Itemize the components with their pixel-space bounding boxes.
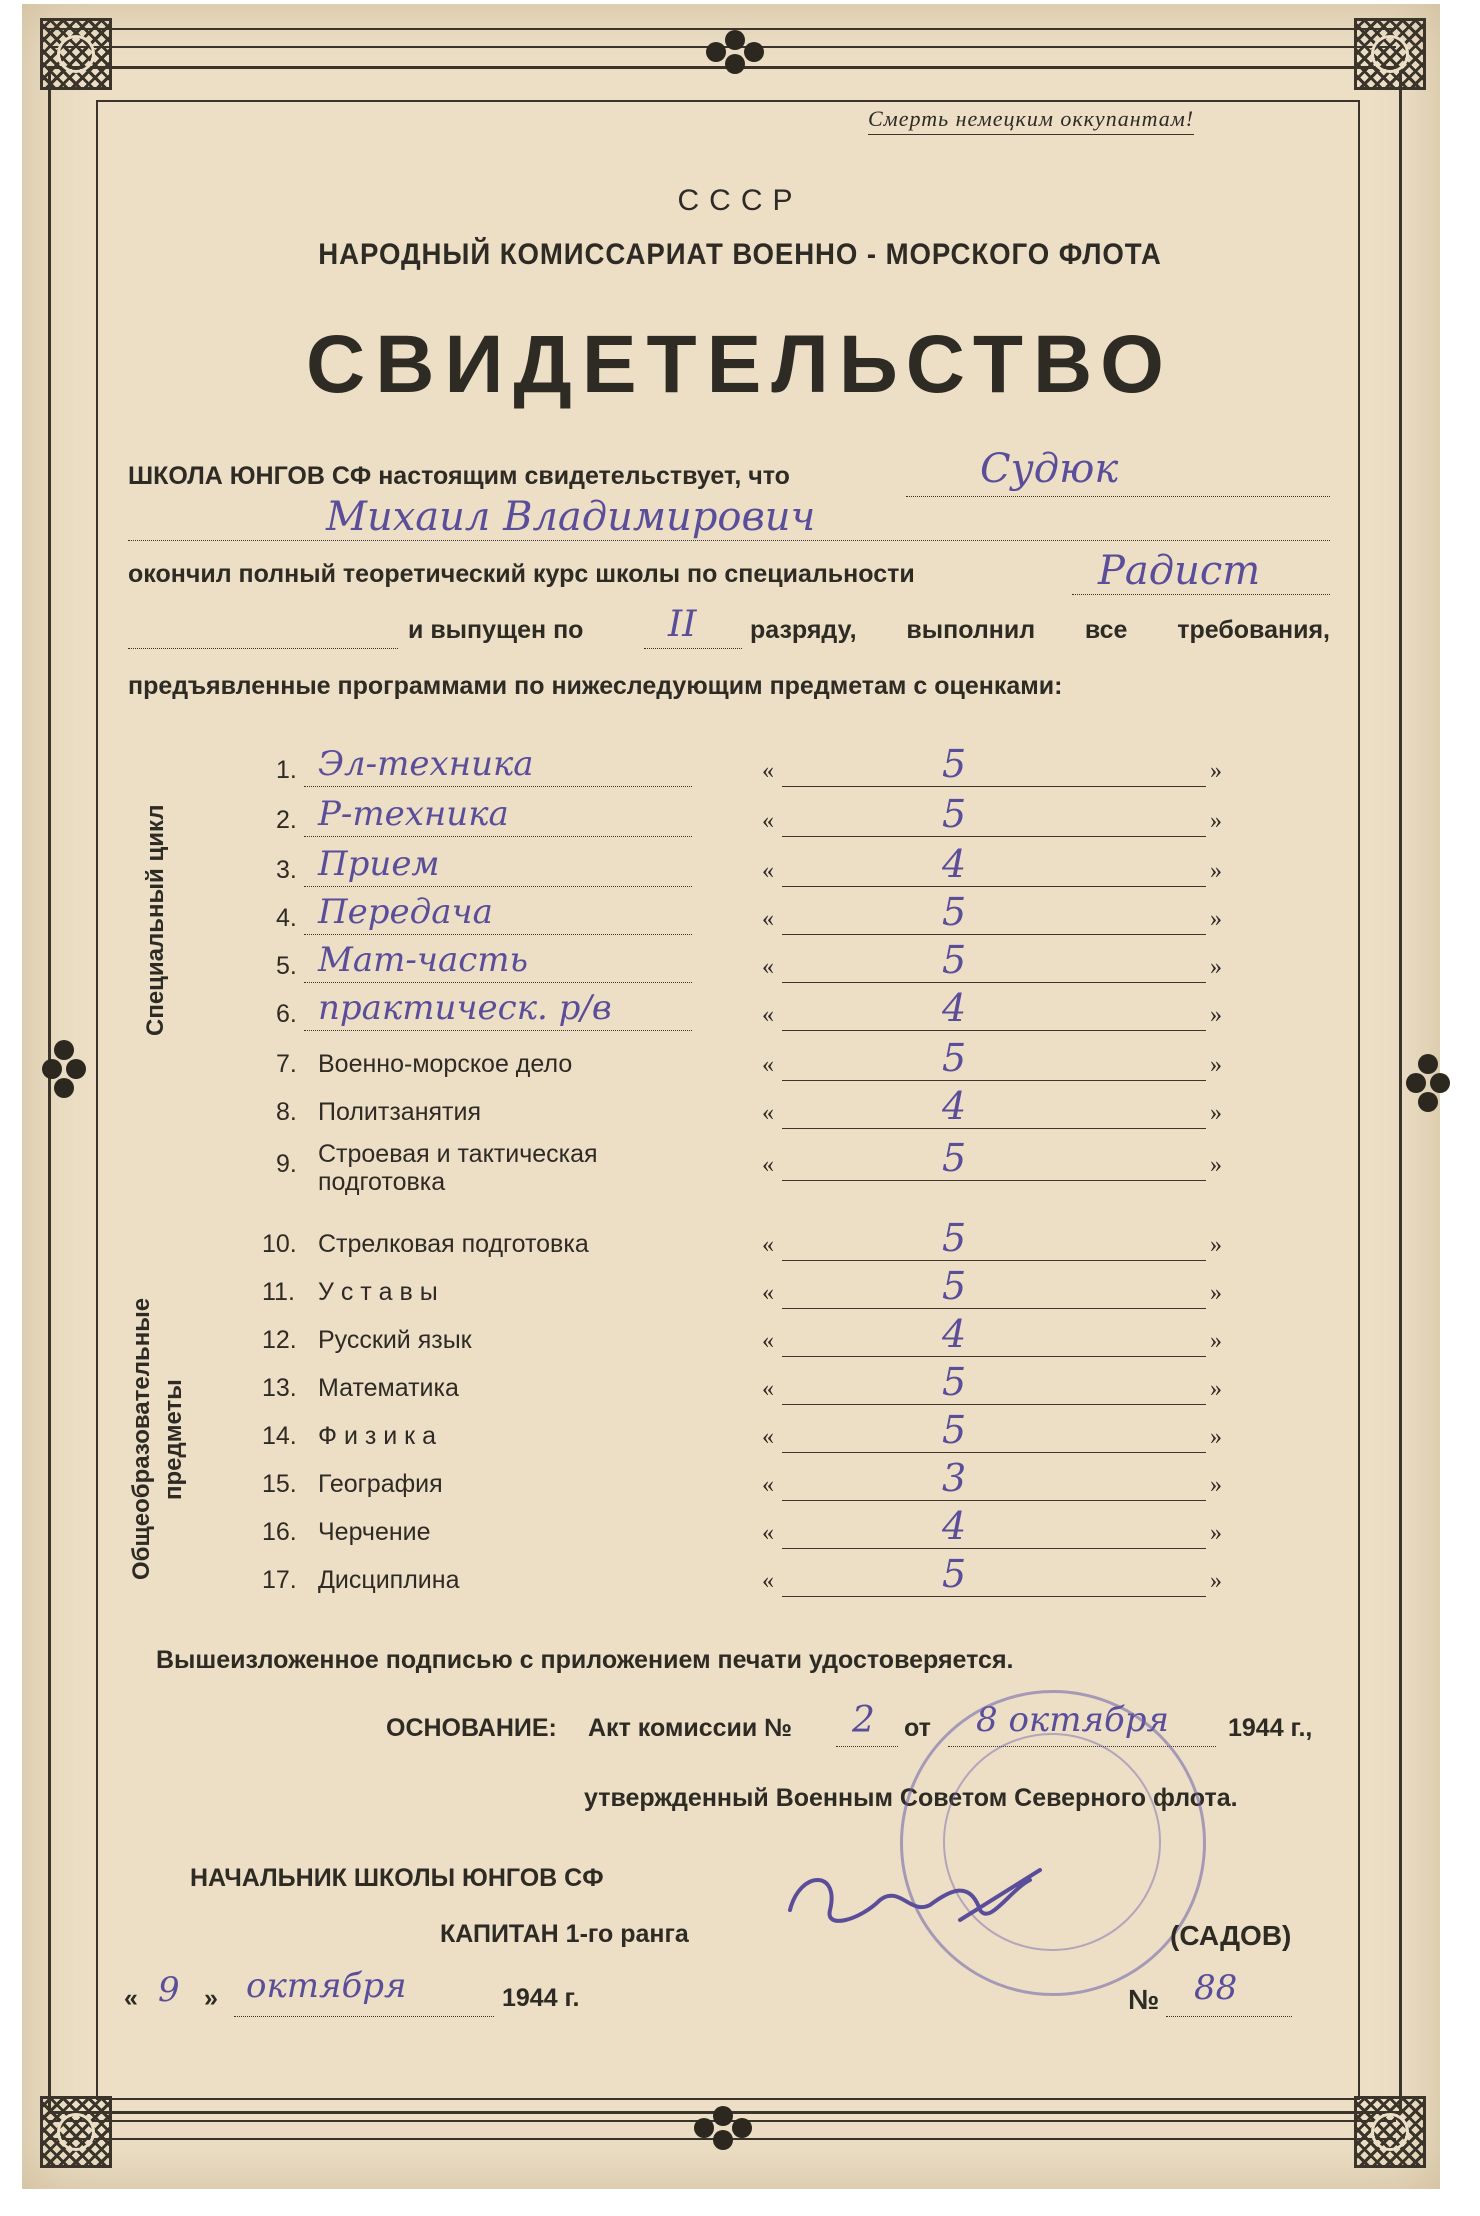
- subject-grade: 5: [942, 742, 967, 786]
- subject-name: Дисциплина: [318, 1566, 460, 1594]
- subject-number: 13.: [262, 1374, 297, 1402]
- subject-name-underline: [304, 886, 692, 887]
- date-day: 9: [158, 1970, 180, 2010]
- corner-ornament-top-right: [1354, 18, 1426, 90]
- subject-name: Р-техника: [318, 794, 509, 834]
- grade-open-quote: «: [762, 906, 774, 932]
- grade-open-quote: «: [762, 1152, 774, 1178]
- subject-name: У с т а в ы: [318, 1278, 438, 1306]
- date-month: октября: [246, 1966, 407, 2006]
- subject-name-underline: [304, 982, 692, 983]
- subject-name: Военно-морское дело: [318, 1050, 573, 1078]
- grade-open-quote: «: [762, 1002, 774, 1028]
- subject-number: 11.: [262, 1278, 295, 1306]
- grade-underline: [782, 1128, 1206, 1129]
- grade-close-quote: »: [1210, 1328, 1222, 1354]
- grade-open-quote: «: [762, 1424, 774, 1450]
- slogan: Смерть немецким оккупантам!: [868, 106, 1194, 135]
- date-year: 1944 г.: [502, 1984, 580, 2012]
- act-year: 1944 г.,: [1228, 1714, 1313, 1742]
- subject-number: 14.: [262, 1422, 297, 1450]
- section-label-special: Специальный цикл: [142, 804, 169, 1036]
- subject-number: 10.: [262, 1230, 297, 1258]
- grade-open-quote: «: [762, 758, 774, 784]
- specialty-underline: [1072, 594, 1330, 595]
- grade-close-quote: »: [1210, 954, 1222, 980]
- grade-underline: [782, 1404, 1206, 1405]
- basis-label: ОСНОВАНИЕ:: [386, 1714, 557, 1742]
- date-month-underline: [234, 2016, 494, 2017]
- subject-name-underline: [304, 934, 692, 935]
- ornament-right-middle: [1406, 1054, 1450, 1112]
- intro-line-4b: разряду, выполнил все требования,: [750, 616, 1330, 644]
- section-label-general-1: Общеобразовательные: [128, 1297, 155, 1580]
- subject-number: 8.: [276, 1098, 297, 1126]
- subject-grade: 4: [942, 1084, 967, 1128]
- document-title: СВИДЕТЕЛЬСТВО: [306, 319, 1174, 410]
- grade-close-quote: »: [1210, 1520, 1222, 1546]
- date-open-quote: «: [124, 1984, 138, 2012]
- grade-underline: [782, 1452, 1206, 1453]
- grade-underline: [782, 1356, 1206, 1357]
- subject-number: 2.: [276, 806, 297, 834]
- grade-open-quote: «: [762, 954, 774, 980]
- act-number: 2: [852, 1700, 875, 1741]
- certified-line: Вышеизложенное подписью с приложением печати удостоверяется.: [156, 1646, 1014, 1674]
- grade-close-quote: »: [1210, 858, 1222, 884]
- intro-line-1: ШКОЛА ЮНГОВ СФ настоящим свидетельствует, что: [128, 462, 790, 490]
- ornament-left-middle: [42, 1040, 86, 1098]
- corner-ornament-top-left: [40, 18, 112, 90]
- rank-class: II: [668, 604, 697, 645]
- subject-number: 15.: [262, 1470, 297, 1498]
- subject-grade: 4: [942, 1504, 967, 1548]
- subject-number: 3.: [276, 856, 297, 884]
- subject-number: 16.: [262, 1518, 297, 1546]
- grade-open-quote: «: [762, 808, 774, 834]
- blank-underline: [128, 648, 398, 649]
- grade-close-quote: »: [1210, 1472, 1222, 1498]
- commissariat-heading: НАРОДНЫЙ КОМИССАРИАТ ВОЕННО - МОРСКОГО ФЛОТА: [318, 238, 1162, 271]
- subject-name-underline: [304, 786, 692, 787]
- head-title: НАЧАЛЬНИК ШКОЛЫ ЮНГОВ СФ: [190, 1864, 604, 1892]
- grade-underline: [782, 1308, 1206, 1309]
- intro-line-5: предъявленные программами по нижеследующим предметам с оценками:: [128, 672, 1063, 700]
- grade-open-quote: «: [762, 1328, 774, 1354]
- subject-name: Строевая и тактическая: [318, 1140, 598, 1168]
- name-underline: [128, 540, 1330, 541]
- country-heading: СССР: [677, 184, 803, 217]
- subject-number: 7.: [276, 1050, 297, 1078]
- ornament-top-center: [706, 30, 764, 74]
- subject-name: Черчение: [318, 1518, 431, 1546]
- grade-open-quote: «: [762, 1100, 774, 1126]
- subject-grade: 4: [942, 986, 967, 1030]
- grade-open-quote: «: [762, 858, 774, 884]
- specialty: Радист: [1098, 548, 1261, 594]
- subject-number: 9.: [276, 1150, 297, 1178]
- subject-number: 5.: [276, 952, 297, 980]
- act-from: от: [904, 1714, 931, 1742]
- subject-grade: 5: [942, 792, 967, 836]
- grade-close-quote: »: [1210, 808, 1222, 834]
- grade-underline: [782, 1180, 1206, 1181]
- subject-number: 17.: [262, 1566, 297, 1594]
- subject-name: Прием: [318, 844, 440, 884]
- subject-name: География: [318, 1470, 443, 1498]
- subject-grade: 5: [942, 1264, 967, 1308]
- intro-line-3: окончил полный теоретический курс школы по специальности: [128, 560, 915, 588]
- grade-close-quote: »: [1210, 1152, 1222, 1178]
- grade-underline: [782, 1500, 1206, 1501]
- subject-name: Политзанятия: [318, 1098, 481, 1126]
- subject-grade: 4: [942, 1312, 967, 1356]
- grade-close-quote: »: [1210, 1002, 1222, 1028]
- subject-grade: 5: [942, 890, 967, 934]
- basis-text: Акт комиссии №: [588, 1714, 793, 1742]
- surname-underline: [906, 496, 1330, 497]
- subject-number: 1.: [276, 756, 297, 784]
- grade-underline: [782, 1030, 1206, 1031]
- subject-grade: 4: [942, 842, 967, 886]
- subject-name: Передача: [318, 892, 493, 932]
- subject-name-underline: [304, 1030, 692, 1031]
- holder-name: Михаил Владимирович: [326, 494, 816, 540]
- subject-name: Математика: [318, 1374, 459, 1402]
- subject-grade: 5: [942, 1136, 967, 1180]
- corner-ornament-bottom-right: [1354, 2096, 1426, 2168]
- subject-name-underline: [304, 836, 692, 837]
- grade-close-quote: »: [1210, 906, 1222, 932]
- official-stamp: [900, 1690, 1206, 1996]
- rank-underline: [644, 648, 742, 649]
- head-surname: (САДОВ): [1170, 1920, 1292, 1951]
- grade-underline: [782, 786, 1206, 787]
- grade-close-quote: »: [1210, 1424, 1222, 1450]
- subject-name-line-2: подготовка: [318, 1168, 446, 1196]
- subject-grade: 5: [942, 1360, 967, 1404]
- subject-number: 4.: [276, 904, 297, 932]
- grade-open-quote: «: [762, 1568, 774, 1594]
- act-number-underline: [836, 1746, 898, 1747]
- subject-number: 12.: [262, 1326, 297, 1354]
- doc-number-underline: [1166, 2016, 1292, 2017]
- doc-number-label: №: [1128, 1984, 1160, 2015]
- subject-grade: 3: [942, 1456, 967, 1500]
- approved-line: утвержденный Военным Советом Северного флота.: [584, 1784, 1238, 1812]
- grade-close-quote: »: [1210, 1280, 1222, 1306]
- subject-name: практическ. р/в: [318, 988, 612, 1028]
- grade-close-quote: »: [1210, 1568, 1222, 1594]
- subject-name: Русский язык: [318, 1326, 472, 1354]
- grade-close-quote: »: [1210, 1376, 1222, 1402]
- grade-close-quote: »: [1210, 758, 1222, 784]
- ornament-bottom-center: [694, 2106, 752, 2150]
- subject-name: Эл-техника: [318, 744, 534, 784]
- grade-underline: [782, 934, 1206, 935]
- grade-close-quote: »: [1210, 1232, 1222, 1258]
- grade-close-quote: »: [1210, 1052, 1222, 1078]
- subject-name: Ф и з и к а: [318, 1422, 436, 1450]
- section-label-general-2: предметы: [160, 1379, 187, 1500]
- grade-open-quote: «: [762, 1472, 774, 1498]
- grade-underline: [782, 1548, 1206, 1549]
- grade-underline: [782, 1596, 1206, 1597]
- subject-name: Мат-часть: [318, 940, 529, 980]
- signature-mark: [780, 1860, 1050, 1940]
- grade-underline: [782, 1260, 1206, 1261]
- grade-close-quote: »: [1210, 1100, 1222, 1126]
- grade-open-quote: «: [762, 1052, 774, 1078]
- subject-name: Стрелковая подготовка: [318, 1230, 589, 1258]
- subject-grade: 5: [942, 1036, 967, 1080]
- doc-number: 88: [1194, 1968, 1238, 2008]
- grade-underline: [782, 836, 1206, 837]
- subject-grade: 5: [942, 1216, 967, 1260]
- grade-open-quote: «: [762, 1232, 774, 1258]
- corner-ornament-bottom-left: [40, 2096, 112, 2168]
- grade-open-quote: «: [762, 1376, 774, 1402]
- subject-grade: 5: [942, 1552, 967, 1596]
- grade-open-quote: «: [762, 1280, 774, 1306]
- grade-underline: [782, 1080, 1206, 1081]
- intro-line-4a: и выпущен по: [408, 616, 584, 644]
- head-rank: КАПИТАН 1-го ранга: [440, 1920, 689, 1948]
- holder-surname: Судюк: [980, 446, 1119, 492]
- grade-underline: [782, 886, 1206, 887]
- subject-grade: 5: [942, 1408, 967, 1452]
- subject-number: 6.: [276, 1000, 297, 1028]
- subject-grade: 5: [942, 938, 967, 982]
- act-date: 8 октября: [976, 1700, 1169, 1740]
- date-close-quote: »: [204, 1984, 218, 2012]
- grade-open-quote: «: [762, 1520, 774, 1546]
- grade-underline: [782, 982, 1206, 983]
